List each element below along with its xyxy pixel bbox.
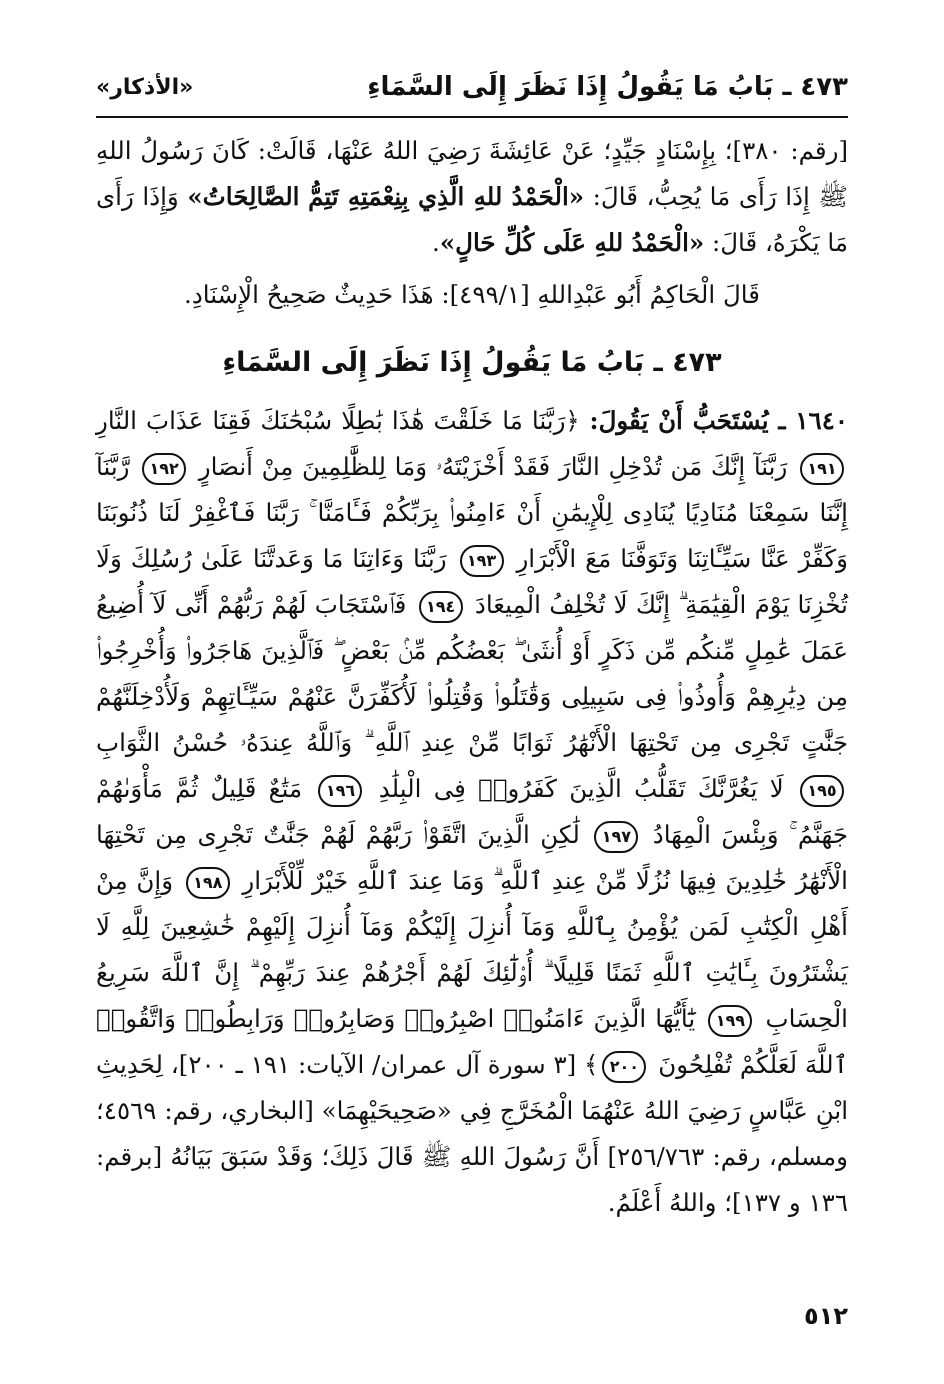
header-book-name: «الأذكار»	[96, 74, 194, 100]
quran-verse-198: لَٰكِنِ الَّذِينَ اتَّقَوْا۟ رَبَّهُمْ لَهُمْ جَنَّٰتٌ تَجْرِى مِن تَحْتِهَا الْأَنْهَٰرُ خَٰلِدِينَ فِيهَا نُزُلًا مِّنْ عِندِ ٱللَّهِ ۗ وَمَا عِندَ ٱللَّهِ خَيْرٌ لِّلْأَبْرَارِ	[96, 820, 848, 895]
ayah-number-200: ٢٠٠	[602, 1051, 646, 1083]
chapter-heading: ٤٧٣ ـ بَابُ مَا يَقُولُ إِذَا نَظَرَ إِلَى السَّمَاءِ	[222, 347, 722, 378]
intro-line-3-end: .	[432, 228, 440, 257]
quran-verse-199: وَإِنَّ مِنْ أَهْلِ الْكِتَٰبِ لَمَن يُؤْمِنُ بِٱللَّهِ وَمَآ أُنزِلَ إِلَيْكُمْ وَمَآ أُنزِلَ إِلَيْهِمْ خَٰشِعِينَ لِلَّهِ لَا يَشْتَرُونَ بِـَٔايَٰتِ ٱللَّهِ ثَمَنًا قَلِيلًا ۗ أُو۟لَٰٓئِكَ لَهُمْ أَجْرُهُمْ عِندَ رَبِّهِمْ ۗ إِنَّ ٱللَّهَ سَرِيعُ الْحِسَابِ	[96, 866, 848, 1033]
ayah-number-195: ١٩٥	[800, 775, 844, 807]
quran-verse-197: مَتَٰعٌ قَلِيلٌ ثُمَّ مَأْوَىٰهُمْ جَهَنَّمُ ۚ وَبِئْسَ الْمِهَادُ	[96, 774, 848, 849]
header-title: ٤٧٣ ـ بَابُ مَا يَقُولُ إِذَا نَظَرَ إِلَى السَّمَاءِ	[367, 72, 848, 102]
page-number: ٥١٢	[804, 1302, 848, 1330]
dua-quote-2: «الْحَمْدُ للهِ عَلَى كُلِّ حَالٍ»	[439, 228, 705, 257]
ayah-number-194: ١٩٤	[419, 591, 463, 623]
hadith-paragraph	[96, 398, 848, 1226]
hadith-number-intro: ١٦٤٠ ـ يُسْتَحَبُّ أَنْ يَقُولَ:	[579, 406, 849, 435]
dua-quote-1-end: الصَّالِحَاتُ»	[187, 182, 300, 211]
ayah-number-199: ١٩٩	[708, 1005, 752, 1037]
hakim-statement: قَالَ الْحَاكِمُ أَبُو عَبْدِاللهِ [٤٩٩/١]: هَذَا حَدِيثٌ صَحِيحُ الْإِسْنَادِ.	[184, 280, 760, 309]
intro-line-2-text: رَسُولُ اللهِ ﷺ إِذَا رَأَى مَا يُحِبُّ، قَالَ:	[96, 136, 848, 211]
quran-verse-193: رَّبَّنَآ إِنَّنَا سَمِعْنَا مُنَادِيًا يُنَادِى لِلْإِيمَٰنِ أَنْ ءَامِنُوا۟ بِرَبِّكُمْ فَـَٔامَنَّا ۚ رَبَّنَا فَٱغْفِرْ لَنَا ذُنُوبَنَا وَكَفِّرْ عَنَّا سَيِّـَٔاتِنَا وَتَوَفَّنَا مَعَ الْأَبْرَارِ	[96, 452, 848, 573]
ayah-number-193: ١٩٣	[460, 545, 504, 577]
quran-close-bracket: ﴾	[584, 1050, 599, 1079]
hadith-citation: [٣ سورة آل عمران/ الآيات: ١٩١ ـ ٢٠٠]، لِحَدِيثِ ابْنِ عَبَّاسٍ رَضِيَ اللهُ عَنْهُمَا الْمُخَرَّجِ فِي «صَحِيحَيْهِمَا» [البخاري، رقم: ٤٥٦٩؛ ومسلم، رقم: ٢٥٦/٧٦٣] أَنَّ رَسُولَ اللهِ ﷺ قَالَ ذَلِكَ؛ وَقَدْ سَبَقَ بَيَانُهُ [برقم: ١٣٦ و ١٣٧]؛ واللهُ أَعْلَمُ.	[96, 1050, 848, 1217]
ayah-number-192: ١٩٢	[142, 453, 186, 485]
dua-quote-1: «الْحَمْدُ للهِ الَّذِي بِنِعْمَتِهِ تَتِمُّ	[308, 182, 585, 211]
intro-hadith-paragraph	[96, 128, 848, 266]
quran-verse-194: رَبَّنَا وَءَاتِنَا مَا وَعَدتَّنَا عَلَىٰ رُسُلِكَ وَلَا تُخْزِنَا يَوْمَ الْقِيَٰمَةِ ۗ إِنَّكَ لَا تُخْلِفُ الْمِيعَادَ	[96, 544, 848, 619]
quran-verse-192: رَبَّنَآ إِنَّكَ مَن تُدْخِلِ النَّارَ فَقَدْ أَخْزَيْتَهُۥ وَمَا لِلظَّٰلِمِينَ مِنْ أَنصَارٍ	[198, 452, 788, 481]
header-rule	[96, 116, 848, 118]
running-header	[96, 62, 848, 112]
ayah-number-191: ١٩١	[800, 453, 844, 485]
quran-verse-191: رَبَّنَا مَا خَلَقْتَ هَٰذَا بَٰطِلًا سُبْحَٰنَكَ فَقِنَا عَذَابَ النَّارِ	[96, 406, 566, 435]
quran-verse-200: يَٰٓأَيُّهَا الَّذِينَ ءَامَنُوا۟ اصْبِرُوا۟ وَصَابِرُوا۟ وَرَابِطُوا۟ وَاتَّقُوا۟ ٱللَّهَ لَعَلَّكُمْ تُفْلِحُونَ	[96, 1004, 848, 1079]
quran-verse-196: لَا يَغُرَّنَّكَ تَقَلُّبُ الَّذِينَ كَفَرُوا۟ فِى الْبِلَٰدِ	[378, 774, 784, 803]
ayah-number-196: ١٩٦	[318, 775, 362, 807]
intro-line-3-text: وَإِذَا رَأَى مَا يَكْرَهُ، قَالَ:	[96, 182, 848, 257]
ayah-number-197: ١٩٧	[594, 821, 638, 853]
ayah-number-198: ١٩٨	[186, 867, 230, 899]
page-body	[96, 128, 848, 1226]
quran-verse-195: فَٱسْتَجَابَ لَهُمْ رَبُّهُمْ أَنِّى لَآ أُضِيعُ عَمَلَ عَٰمِلٍ مِّنكُم مِّن ذَكَرٍ أَوْ أُنثَىٰ ۖ بَعْضُكُم مِّنۢ بَعْضٍ ۖ فَٱلَّذِينَ هَاجَرُوا۟ وَأُخْرِجُوا۟ مِن دِيَٰرِهِمْ وَأُوذُوا۟ فِى سَبِيلِى وَقَٰتَلُوا۟ وَقُتِلُوا۟ لَأُكَفِّرَنَّ عَنْهُمْ سَيِّـَٔاتِهِمْ وَلَأُدْخِلَنَّهُمْ جَنَّٰتٍ تَجْرِى مِن تَحْتِهَا الْأَنْهَٰرُ ثَوَابًا مِّنْ عِندِ ٱللَّهِ ۗ وَٱللَّهُ عِندَهُۥ حُسْنُ الثَّوَابِ	[96, 590, 848, 757]
intro-line-1: [رقم: ٣٨٠]؛ بِإِسْنَادٍ جَيِّدٍ؛ عَنْ عَائِشَةَ رَضِيَ اللهُ عَنْهَا، قَالَتْ: كَانَ	[211, 136, 848, 165]
quran-open-bracket: ﴿	[565, 406, 580, 435]
